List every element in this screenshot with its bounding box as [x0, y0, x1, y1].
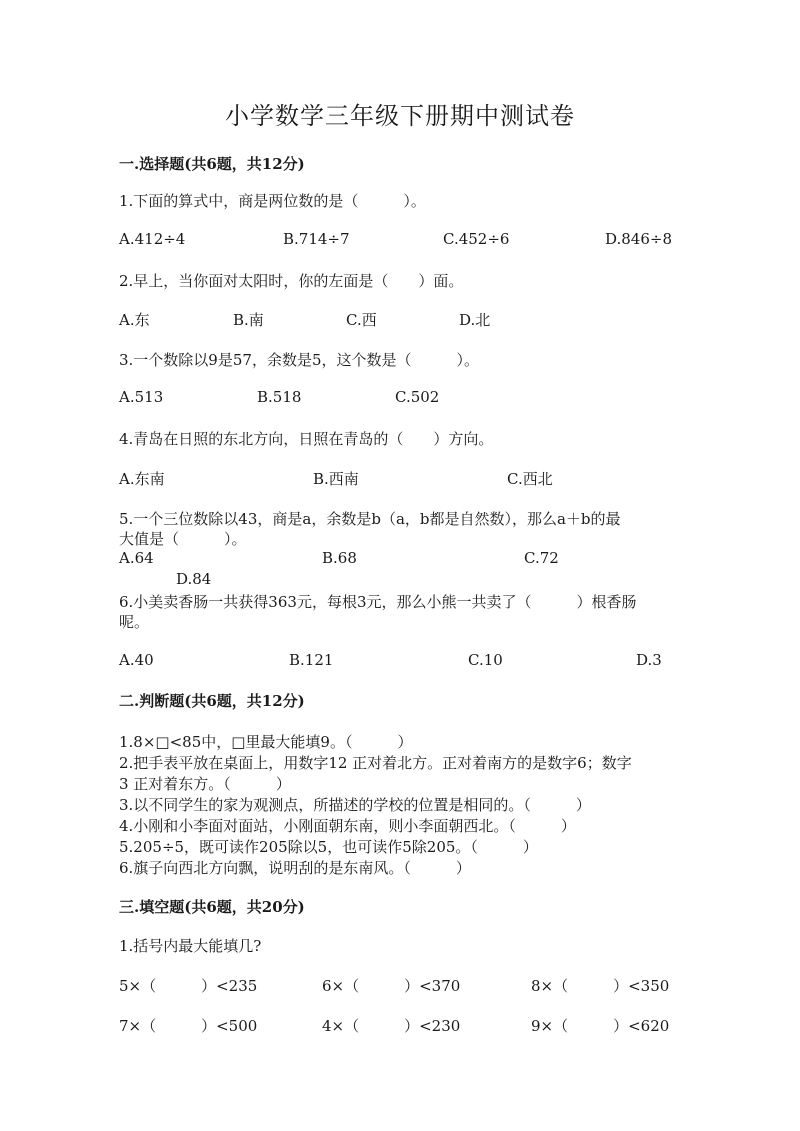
- option-b: B.714÷7: [283, 230, 350, 248]
- option-a: A.东: [119, 311, 150, 329]
- fill-item: 8×（ ）<350: [531, 977, 670, 995]
- fill-item: 7×（ ）<500: [119, 1017, 258, 1035]
- question-stem: 1.下面的算式中，商是两位数的是（ ）。: [119, 192, 426, 210]
- question-stem: 6.小美卖香肠一共获得363元，每根3元，那么小熊一共卖了（ ）根香肠: [119, 593, 637, 611]
- question-stem: 3.一个数除以9是57，余数是5，这个数是（ ）。: [119, 351, 479, 369]
- judge-item-cont: 3 正对着东方。（ ）: [119, 775, 291, 793]
- option-c: C.西: [346, 311, 377, 329]
- question-stem: 1.括号内最大能填几?: [119, 937, 262, 955]
- option-b: B.121: [289, 651, 334, 669]
- section-header-judge: 二.判断题(共6题，共12分): [119, 692, 305, 710]
- option-a: A.513: [119, 388, 164, 406]
- judge-item: 2.把手表平放在桌面上，用数字12 正对着北方。正对着南方的是数字6；数字: [119, 754, 632, 772]
- option-d: D.北: [459, 311, 491, 329]
- question-stem: 2.早上，当你面对太阳时，你的左面是（ ）面。: [119, 272, 464, 290]
- fill-item: 4×（ ）<230: [322, 1017, 461, 1035]
- option-c: C.452÷6: [443, 230, 510, 248]
- judge-item: 3.以不同学生的家为观测点，所描述的学校的位置是相同的。（ ）: [119, 796, 591, 814]
- fill-item: 6×（ ）<370: [322, 977, 461, 995]
- option-d: D.84: [176, 570, 212, 588]
- option-d: D.846÷8: [605, 230, 673, 248]
- page-title: 小学数学三年级下册期中测试卷: [225, 102, 575, 130]
- option-a: A.412÷4: [119, 230, 186, 248]
- option-a: A.东南: [119, 470, 165, 488]
- option-b: B.南: [233, 311, 264, 329]
- question-stem: 5.一个三位数除以43，商是a，余数是b（a，b都是自然数），那么a＋b的最: [119, 510, 621, 528]
- judge-item: 5.205÷5，既可读作205除以5，也可读作5除205。（ ）: [119, 838, 538, 856]
- option-b: B.西南: [313, 470, 359, 488]
- option-c: C.10: [468, 651, 503, 669]
- fill-item: 5×（ ）<235: [119, 977, 258, 995]
- judge-item: 4.小刚和小李面对面站，小刚面朝东南，则小李面朝西北。（ ）: [119, 817, 576, 835]
- section-header-fill: 三.填空题(共6题，共20分): [119, 898, 305, 916]
- option-d: D.3: [636, 651, 662, 669]
- judge-item: 6.旗子向西北方向飘，说明刮的是东南风。（ ）: [119, 859, 471, 877]
- option-a: A.64: [119, 549, 154, 567]
- judge-item: 1.8×□<85中，□里最大能填9。（ ）: [119, 733, 413, 751]
- question-stem: 4.青岛在日照的东北方向，日照在青岛的（ ）方向。: [119, 430, 494, 448]
- section-header-choice: 一.选择题(共6题，共12分): [119, 155, 305, 173]
- option-a: A.40: [119, 651, 154, 669]
- question-stem-cont: 呢。: [119, 613, 150, 631]
- option-c: C.502: [395, 388, 440, 406]
- option-b: B.518: [257, 388, 302, 406]
- question-stem-cont: 大值是（ ）。: [119, 530, 247, 548]
- option-b: B.68: [322, 549, 357, 567]
- fill-item: 9×（ ）<620: [531, 1017, 670, 1035]
- option-c: C.72: [524, 549, 559, 567]
- option-c: C.西北: [507, 470, 553, 488]
